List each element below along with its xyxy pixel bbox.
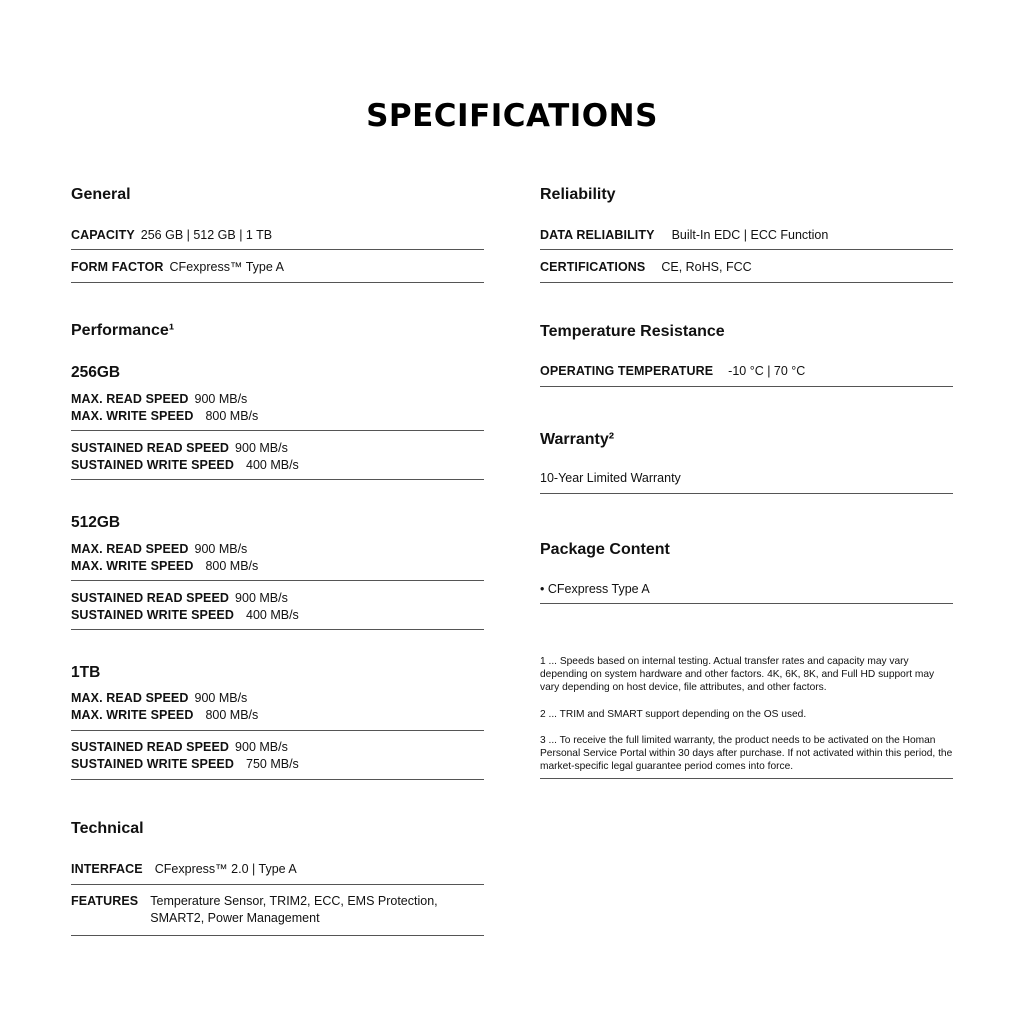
max-write-label: MAX. WRITE SPEED <box>71 707 194 722</box>
warranty-heading: Warranty² <box>540 431 615 448</box>
sustained-read-value: 900 MB/s <box>235 740 288 754</box>
sustained-write-value: 400 MB/s <box>246 607 299 622</box>
capacity-row <box>71 227 484 250</box>
sustained-write-label: SUSTAINED WRITE SPEED <box>71 607 234 622</box>
performance-heading: Performance¹ <box>71 322 175 339</box>
operating-temperature-row <box>540 363 953 387</box>
sustained-read-label: SUSTAINED READ SPEED <box>71 740 230 754</box>
variant-256gb-sustained-row <box>71 440 484 480</box>
footnote-2: 2 ... TRIM and SMART support depending on the OS used. <box>540 709 807 720</box>
form-factor-row <box>71 259 484 283</box>
variant-512gb-max-row <box>71 541 484 581</box>
certifications-label: CERTIFICATIONS <box>540 260 646 274</box>
footnotes-divider <box>540 778 953 779</box>
max-read-label: MAX. READ SPEED <box>71 392 189 406</box>
sustained-write-value: 400 MB/s <box>246 457 299 472</box>
data-reliability-row <box>540 227 953 250</box>
max-read-value: 900 MB/s <box>194 691 248 705</box>
max-write-value: 800 MB/s <box>205 558 259 573</box>
sustained-read-label: SUSTAINED READ SPEED <box>71 441 230 455</box>
package-item: • CFexpress Type A <box>540 582 650 596</box>
general-heading: General <box>71 186 131 203</box>
features-line-1: Temperature Sensor, TRIM2, ECC, EMS Protection, <box>150 894 438 908</box>
interface-row <box>71 861 484 885</box>
max-write-label: MAX. WRITE SPEED <box>71 408 194 423</box>
variant-1tb-max-row <box>71 690 484 731</box>
interface-label: INTERFACE <box>71 862 143 876</box>
max-write-value: 800 MB/s <box>205 707 259 722</box>
certifications-value: CE, RoHS, FCC <box>661 260 752 274</box>
operating-temperature-label: OPERATING TEMPERATURE <box>540 364 714 378</box>
package-row <box>540 581 953 604</box>
max-write-label: MAX. WRITE SPEED <box>71 558 194 573</box>
variant-256gb-max-row <box>71 391 484 431</box>
capacity-value: 256 GB | 512 GB | 1 TB <box>140 228 273 242</box>
package-heading: Package Content <box>540 541 670 558</box>
warranty-text: 10-Year Limited Warranty <box>540 471 681 485</box>
max-read-label: MAX. READ SPEED <box>71 542 189 556</box>
features-line-2: SMART2, Power Management <box>150 910 320 925</box>
form-factor-value: CFexpress™ Type A <box>169 260 284 274</box>
variant-1tb-sustained-row <box>71 739 484 780</box>
temperature-heading: Temperature Resistance <box>540 323 725 340</box>
operating-temperature-value: -10 °C | 70 °C <box>728 364 806 378</box>
interface-value: CFexpress™ 2.0 | Type A <box>154 862 297 876</box>
page-title: SPECIFICATIONS <box>366 98 658 134</box>
data-reliability-label: DATA RELIABILITY <box>540 228 655 242</box>
footnote-3: 3 ... To receive the full limited warranty, the product needs to be activated on the Homan Personal Service Portal within 30 days after purchase. If not activated within this period, the market-specific legal guarantee period comes into force. <box>540 735 953 773</box>
warranty-row <box>540 470 953 494</box>
variant-512gb-sustained-row <box>71 590 484 630</box>
sustained-write-label: SUSTAINED WRITE SPEED <box>71 457 234 472</box>
sustained-read-label: SUSTAINED READ SPEED <box>71 591 230 605</box>
variant-512gb-heading: 512GB <box>71 514 121 531</box>
sustained-write-value: 750 MB/s <box>246 756 299 771</box>
features-row <box>71 893 484 936</box>
max-write-value: 800 MB/s <box>205 408 259 423</box>
features-label: FEATURES <box>71 894 139 908</box>
sustained-read-value: 900 MB/s <box>235 591 288 605</box>
variant-1tb-heading: 1TB <box>71 664 101 681</box>
max-read-value: 900 MB/s <box>194 392 248 406</box>
sustained-write-label: SUSTAINED WRITE SPEED <box>71 756 234 771</box>
max-read-value: 900 MB/s <box>194 542 248 556</box>
capacity-label: CAPACITY <box>71 228 135 242</box>
footnote-1: 1 ... Speeds based on internal testing. Actual transfer rates and capacity may vary depending on system hardware and other factors. 4K, 6K, 8K, and Full HD support may vary depending on host device, file attributes, and other factors. <box>540 656 935 694</box>
technical-heading: Technical <box>71 820 144 837</box>
reliability-heading: Reliability <box>540 186 616 203</box>
sustained-read-value: 900 MB/s <box>235 441 288 455</box>
data-reliability-value: Built-In EDC | ECC Function <box>671 228 829 242</box>
certifications-row <box>540 259 953 283</box>
form-factor-label: FORM FACTOR <box>71 260 164 274</box>
variant-256gb-heading: 256GB <box>71 364 121 381</box>
max-read-label: MAX. READ SPEED <box>71 691 189 705</box>
